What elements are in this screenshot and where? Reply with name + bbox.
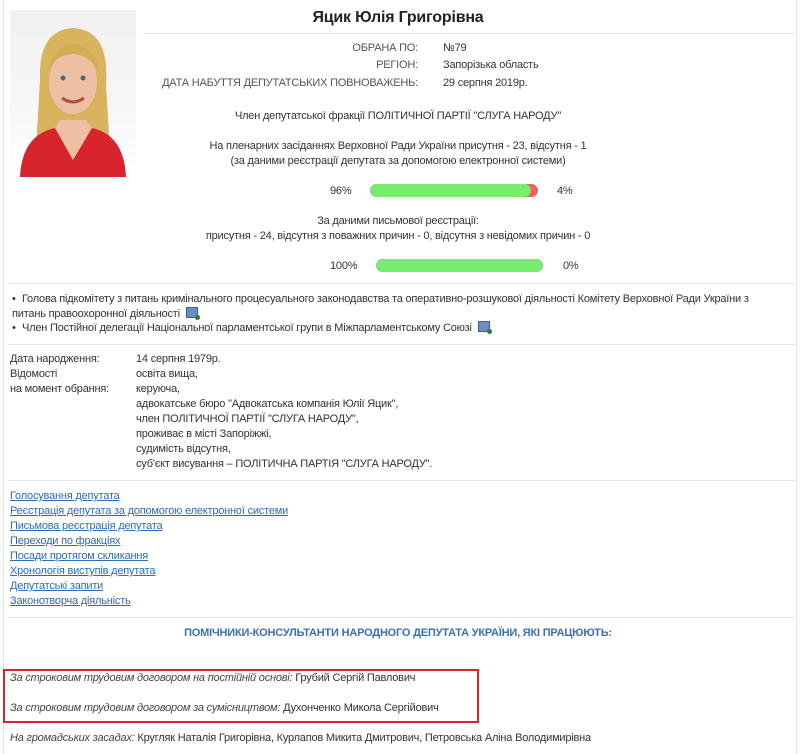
assistant-names: Духонченко Микола Сергійович — [280, 702, 439, 714]
document-icon[interactable] — [478, 321, 490, 332]
info-label-2: на момент обрання: — [10, 383, 109, 395]
field-label-mandate-date: ДАТА НАБУТТЯ ДЕПУТАТСЬКИХ ПОВНОВАЖЕНЬ: — [162, 77, 418, 89]
assistant-names: Кругляк Наталія Григорівна, Курлапов Микита Дмитрович, Петровська Аліна Володимирівна — [134, 732, 591, 744]
link-speeches[interactable]: Хронологія виступів депутата — [10, 565, 156, 577]
link-positions[interactable]: Посади протягом скликання — [10, 550, 148, 562]
link-inquiries[interactable]: Депутатські запити — [10, 580, 104, 592]
document-icon[interactable] — [186, 307, 198, 318]
info-line: керуюча, — [136, 383, 180, 395]
link-faction-transfers[interactable]: Переходи по фракціях — [10, 535, 121, 547]
divider — [8, 344, 795, 345]
position-item — [12, 321, 782, 336]
written-present-percent: 100% — [330, 260, 358, 272]
position-text: Член Постійної делегації Національної парламентської групи в Міжпарламентському Союзі — [22, 322, 472, 334]
link-electronic-registration[interactable]: Реєстрація депутата за допомогою електронної системи — [10, 505, 289, 517]
info-line: член ПОЛІТИЧНОЇ ПАРТІЇ "СЛУГА НАРОДУ", — [136, 413, 359, 425]
divider — [143, 33, 795, 34]
assistant-row-part-time — [10, 702, 439, 714]
field-value-region: Запорізька область — [443, 59, 539, 71]
assistants-heading: ПОМІЧНИКИ-КОНСУЛЬТАНТИ НАРОДНОГО ДЕПУТАТА УКРАЇНИ, ЯКІ ПРАЦЮЮТЬ: — [184, 627, 612, 639]
field-label-region: РЕГІОН: — [376, 59, 418, 71]
divider — [8, 283, 795, 284]
info-line: судимість відсутня, — [136, 443, 231, 455]
link-written-registration[interactable]: Письмова реєстрація депутата — [10, 520, 163, 532]
position-item — [12, 292, 782, 322]
divider — [8, 480, 795, 481]
electronic-attendance-line1: На пленарних засіданнях Верховної Ради України присутня - 23, відсутня - 1 — [209, 140, 587, 152]
written-attendance-bar — [376, 259, 543, 272]
electronic-present-fill — [370, 184, 531, 197]
link-legislative-activity[interactable]: Законотворча діяльність — [10, 595, 131, 607]
written-absent-percent: 0% — [563, 260, 579, 272]
assistant-row-permanent — [10, 672, 415, 684]
assistant-type-label: За строковим трудовим договором на постійній основі: — [10, 672, 293, 684]
deputy-name: Яцик Юлія Григорівна — [312, 9, 484, 26]
divider — [8, 617, 795, 618]
info-line: проживає в місті Запоріжжі, — [136, 428, 272, 440]
electronic-attendance-line2: (за даними реєстрації депутата за допомогою електронної системи) — [230, 155, 566, 167]
assistant-type-label: За строковим трудовим договором за сумісництвом: — [10, 702, 281, 714]
link-voting[interactable]: Голосування депутата — [10, 490, 120, 502]
written-attendance-line2: присутня - 24, відсутня з поважних причин - 0, відсутня з невідомих причин - 0 — [205, 230, 591, 242]
electronic-present-percent: 96% — [330, 185, 352, 197]
info-label: Відомості — [10, 368, 58, 380]
electronic-absent-percent: 4% — [557, 185, 573, 197]
field-value-mandate-date: 29 серпня 2019р. — [443, 77, 528, 89]
assistant-names: Грубий Сергій Павлович — [292, 672, 416, 684]
field-value-district: №79 — [443, 42, 467, 54]
written-attendance-line1: За даними письмової реєстрації: — [317, 215, 479, 227]
electronic-attendance-bar — [370, 184, 538, 197]
assistant-row-volunteer — [10, 732, 591, 744]
birth-date-label: Дата народження: — [10, 353, 100, 365]
info-line: адвокатське бюро "Адвокатська компанія Юлії Яцик", — [136, 398, 399, 410]
position-text: Голова підкомітету з питань кримінального процесуального законодавства та оперативно-розшукової діяльності Комітету Верховної Ради України з питань правоохоронної діяльності — [12, 293, 749, 320]
field-label-district: ОБРАНА ПО: — [352, 42, 418, 54]
faction-membership: Член депутатської фракції ПОЛІТИЧНОЇ ПАРТІЇ "СЛУГА НАРОДУ" — [234, 110, 562, 122]
birth-date-value: 14 серпня 1979р. — [136, 353, 221, 365]
assistant-type-label: На громадських засадах: — [10, 732, 135, 744]
info-line: освіта вища, — [136, 368, 198, 380]
info-line: суб'єкт висування – ПОЛІТИЧНА ПАРТІЯ "СЛУГА НАРОДУ". — [136, 458, 433, 470]
written-present-fill — [376, 259, 543, 272]
